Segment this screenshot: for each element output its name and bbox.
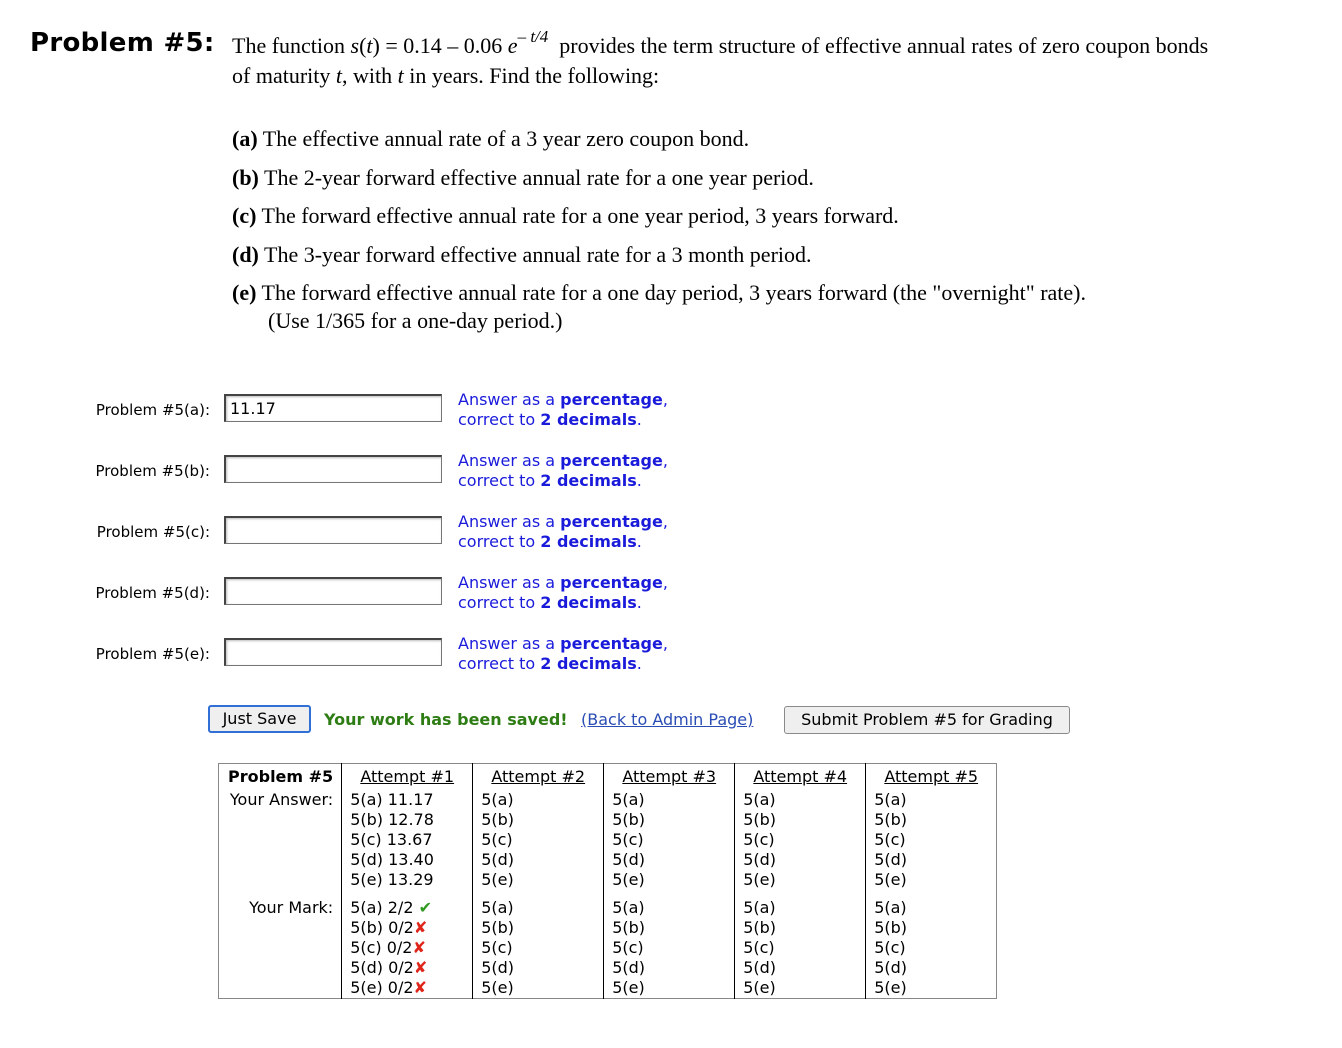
answer-input-c[interactable] [224,516,442,544]
answer-input-a[interactable] [224,394,442,422]
mark-entry: 5(a) [874,898,907,917]
saved-message: Your work has been saved! [324,710,568,729]
part-label: (e) [232,280,257,305]
attempt-header-3[interactable] [604,764,735,791]
mark-entry: 5(e) [481,978,514,997]
attempt-link[interactable]: Attempt #5 [884,767,979,786]
part-e [232,279,1332,335]
mark-entry: 5(b) [612,918,646,937]
hint-text: Answer as a [458,390,561,409]
intro-line2: , with [342,63,398,88]
mark-entry: 5(d) [612,958,646,977]
hint-bold: percentage [560,512,663,531]
answer-entry: 5(d) [481,850,515,869]
answer-entry: 5(e) 13.29 [350,870,434,889]
intro-text: The function [232,33,351,58]
answer-hint-c [458,512,668,552]
part-label: (a) [232,126,258,151]
hint-bold: percentage [560,451,663,470]
hint-text: Answer as a [458,451,561,470]
hint-text: , [662,390,668,409]
answer-entry: 5(c) 13.67 [350,830,433,849]
hint-bold: 2 decimals [540,410,637,429]
answer-entry: 5(b) [743,810,777,829]
attempt-link[interactable]: Attempt #2 [491,767,586,786]
answer-entry: 5(c) [874,830,906,849]
hint-text: correct to [458,593,541,612]
mark-text: 5(e) 0/2 [350,978,414,997]
part-text: The forward effective annual rate for a one day period, 3 years forward (the "overnight" rate). [261,280,1086,305]
hint-text: . [636,410,642,429]
answer-entry: 5(a) [874,790,907,809]
answer-label-a: Problem #5(a): [95,401,210,419]
attempt-header-5[interactable] [866,764,997,791]
exp-base: e [507,33,518,58]
hint-text: . [636,532,642,551]
mark-entry: 5(b) [874,918,908,937]
answer-entry: 5(a) [481,790,514,809]
answer-entry: 5(b) 12.78 [350,810,434,829]
attempt-2-marks [473,898,604,999]
answer-label-d: Problem #5(d): [95,584,210,602]
part-text: The 3-year forward effective annual rate for a 3 month period. [264,241,812,267]
hint-text: , [662,573,668,592]
exp-power: – t/4 [517,27,549,46]
hint-text: , [662,512,668,531]
mark-entry [350,898,464,918]
hint-bold: 2 decimals [540,471,637,490]
your-mark-label: Your Mark: [249,898,334,917]
mark-text: 5(b) 0/2 [350,918,414,937]
submit-for-grading-button[interactable]: Submit Problem #5 for Grading [784,706,1070,734]
answer-entry: 5(e) [743,870,776,889]
mark-entry [350,918,464,938]
hint-bold: 2 decimals [540,654,637,673]
var-t: t [397,63,404,88]
mark-entry: 5(b) [743,918,777,937]
attempt-4-marks [735,898,866,999]
answer-label-c: Problem #5(c): [96,523,210,541]
table-corner-header: Problem #5 [228,767,334,786]
hint-text: correct to [458,471,541,490]
intro-line2: of maturity [232,63,336,88]
hint-text: Answer as a [458,573,561,592]
mark-entry: 5(a) [743,898,776,917]
intro-text-after: provides the term structure of effective annual rates of zero coupon bonds [559,33,1209,58]
hint-bold: percentage [560,573,663,592]
your-answer-label: Your Answer: [229,790,334,809]
mark-entry: 5(c) [612,938,644,957]
attempt-link[interactable]: Attempt #3 [622,767,717,786]
answer-label-b: Problem #5(b): [95,462,210,480]
part-c [232,202,1332,230]
hint-text: , [662,634,668,653]
answer-hint-a [458,390,668,430]
mark-entry [350,978,464,998]
mark-entry: 5(c) [874,938,906,957]
mark-entry: 5(e) [874,978,907,997]
answer-input-d[interactable] [224,577,442,605]
attempt-5-answers [866,790,997,898]
answer-entry: 5(d) [874,850,908,869]
mark-entry: 5(e) [612,978,645,997]
answer-entry: 5(a) [743,790,776,809]
answer-entry: 5(b) [612,810,646,829]
attempt-4-answers [735,790,866,898]
mark-entry: 5(a) [612,898,645,917]
attempt-link[interactable]: Attempt #1 [360,767,455,786]
attempt-1-marks [342,898,473,999]
answer-label-e: Problem #5(e): [95,645,210,663]
mark-entry: 5(c) [481,938,513,957]
attempt-header-2[interactable] [473,764,604,791]
part-text: The effective annual rate of a 3 year zero coupon bond. [262,126,750,151]
attempt-3-marks [604,898,735,999]
answer-hint-e [458,634,668,674]
mark-entry: 5(b) [481,918,515,937]
part-d [232,241,1332,269]
hint-text: . [636,654,642,673]
hint-text: Answer as a [458,512,561,531]
answer-entry: 5(a) [612,790,645,809]
answer-entry: 5(d) [743,850,777,869]
table-header-row [219,764,997,791]
mark-entry: 5(d) [743,958,777,977]
answer-entry: 5(e) [874,870,907,889]
attempt-link[interactable]: Attempt #4 [753,767,848,786]
answer-entry: 5(c) [743,830,775,849]
part-text-continued: (Use 1/365 for a one-day period.) [268,308,563,333]
checkmark-icon: ✔ [418,898,432,917]
mark-entry: 5(a) [481,898,514,917]
hint-bold: 2 decimals [540,593,637,612]
part-a [232,125,1332,153]
mark-text: 5(a) 2/2 [350,898,414,917]
hint-text: . [636,593,642,612]
answer-entry: 5(a) 11.17 [350,790,434,809]
attempt-header-4[interactable] [735,764,866,791]
mark-text: 5(c) 0/2 [350,938,413,957]
attempt-1-answers [342,790,473,898]
problem-title: Problem #5: [30,28,215,58]
mark-entry [350,958,464,978]
attempt-history-table [218,763,997,999]
part-text: The forward effective annual rate for a one year period, 3 years forward. [261,203,899,228]
answer-entry: 5(e) [481,870,514,889]
part-label: (b) [232,164,259,190]
cross-icon: ✘ [413,918,428,937]
hint-text: , [662,451,668,470]
problem-parts [232,125,1332,346]
intro-line2: in years. Find the following: [403,63,660,88]
attempt-2-answers [473,790,604,898]
mark-entry [350,938,464,958]
hint-text: correct to [458,410,541,429]
cross-icon: ✘ [413,958,428,977]
part-label: (c) [232,203,257,228]
hint-bold: percentage [560,634,663,653]
func-arg: t [366,33,373,58]
attempt-5-marks [866,898,997,999]
hint-bold: percentage [560,390,663,409]
part-label: (d) [232,241,259,267]
answer-entry: 5(b) [874,810,908,829]
part-text: The 2-year forward effective annual rate for a one year period. [264,164,814,190]
mark-entry: 5(e) [743,978,776,997]
mark-entry: 5(d) [874,958,908,977]
answer-input-b[interactable] [224,455,442,483]
answer-entry: 5(c) [612,830,644,849]
answer-input-e[interactable] [224,638,442,666]
var-t: t [335,63,342,88]
answer-entry: 5(b) [481,810,515,829]
mark-text: 5(d) 0/2 [350,958,414,977]
hint-bold: 2 decimals [540,532,637,551]
mark-entry: 5(d) [481,958,515,977]
hint-text: Answer as a [458,634,561,653]
answer-entry: 5(d) [612,850,646,869]
hint-text: correct to [458,532,541,551]
answer-entry: 5(c) [481,830,513,849]
part-b [232,164,1332,192]
table-row-answers [219,790,997,898]
hint-text: correct to [458,654,541,673]
func-name: s [350,33,360,58]
back-to-admin-link[interactable]: (Back to Admin Page) [581,710,754,729]
attempt-3-answers [604,790,735,898]
cross-icon: ✘ [413,978,427,997]
answer-hint-d [458,573,668,613]
answer-entry: 5(d) 13.40 [350,850,434,869]
func-expr: = 0.14 – 0.06 [379,33,508,58]
just-save-button[interactable]: Just Save [208,705,311,733]
answer-hint-b [458,451,668,491]
attempt-header-1[interactable] [342,764,473,791]
cross-icon: ✘ [412,938,426,957]
problem-statement: The function s(t) = 0.14 – 0.06 $e^{- t/4}$ provides the term structure of effective annual rates of zero coupon bonds of maturity t, with t in years. Find the following: [232,27,1209,88]
mark-entry: 5(c) [743,938,775,957]
hint-text: . [636,471,642,490]
answer-entry: 5(e) [612,870,645,889]
table-row-marks [219,898,997,999]
